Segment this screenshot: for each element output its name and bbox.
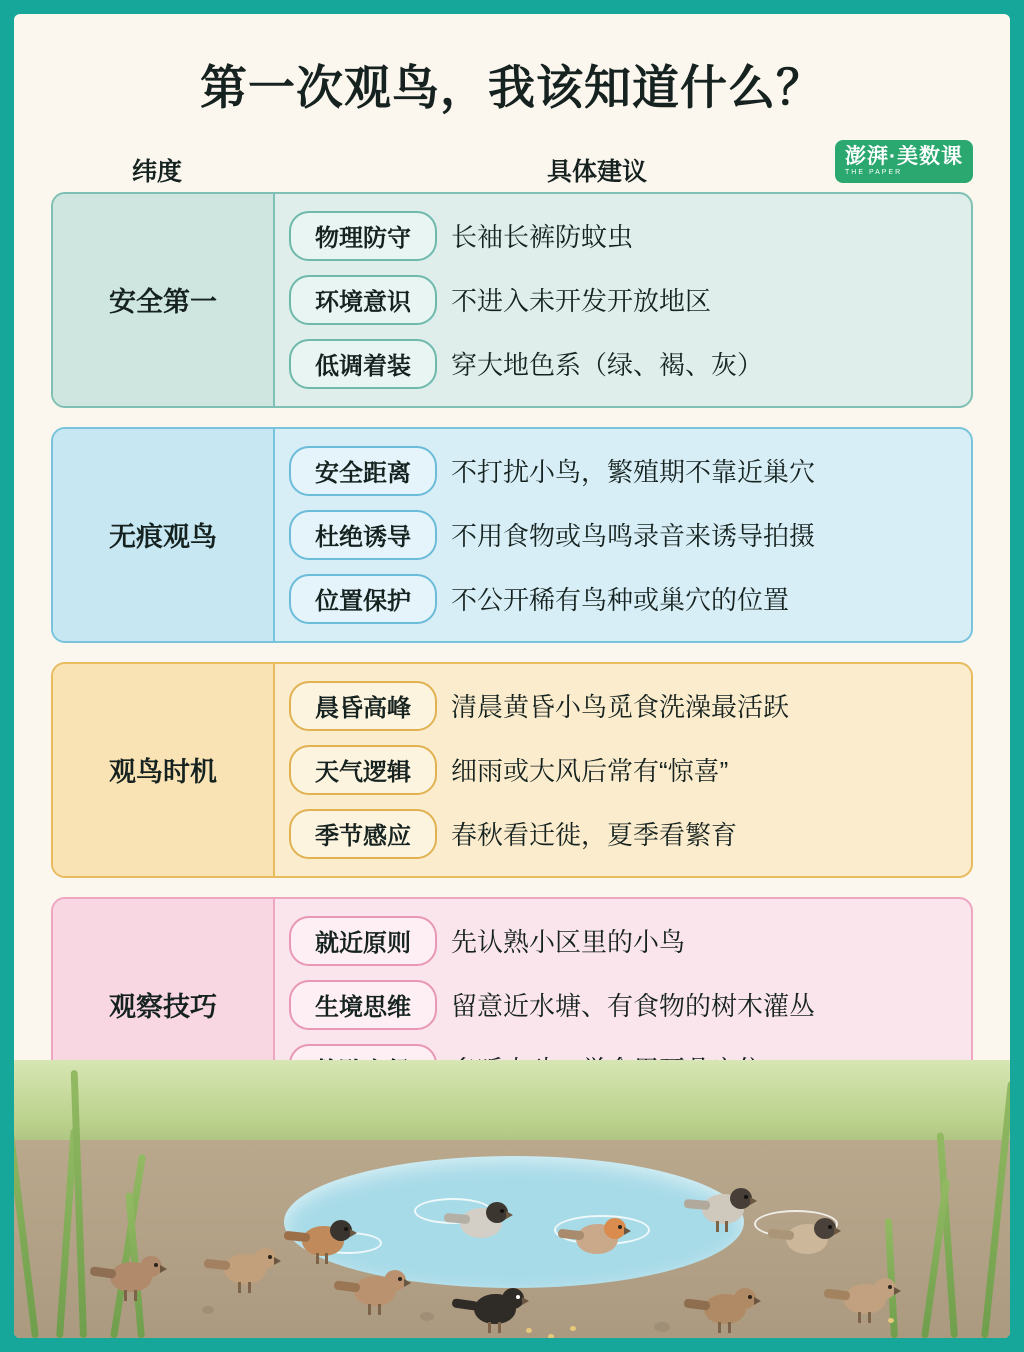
item-tag: 环境意识 [289,275,437,325]
seed [526,1328,532,1333]
column-header-dimension: 纬度 [132,157,183,186]
pond-water [284,1156,744,1288]
item-description: 穿大地色系（绿、褐、灰） [451,350,764,381]
pebble [654,1322,670,1332]
item-tag: 晨昏高峰 [289,681,437,731]
list-item [289,980,953,1030]
grass-band [14,1060,1010,1152]
column-header-advice: 具体建议 [547,157,648,186]
list-item [289,510,953,560]
page-title: 第一次观鸟，我该知道什么？ [200,61,824,114]
item-description: 清晨黄昏小鸟觅食洗澡最活跃 [451,692,790,723]
list-item [289,446,953,496]
row-items [275,429,971,641]
poster-canvas [14,14,1010,1338]
item-tag: 位置保护 [289,574,437,624]
item-description: 先认熟小区里的小鸟 [451,927,686,958]
seed [888,1318,894,1323]
table-row [51,192,973,408]
item-tag: 安全距离 [289,446,437,496]
row-items [275,664,971,876]
item-description: 不用食物或鸟鸣录音来诱导拍摄 [451,521,816,552]
pebble [202,1306,214,1314]
seed [570,1326,576,1331]
brand-logo [835,140,973,183]
list-item [289,809,953,859]
row-label: 安全第一 [53,194,275,406]
item-tag: 物理防守 [289,211,437,261]
table-row [51,427,973,643]
item-description: 不公开稀有鸟种或巢穴的位置 [451,585,790,616]
list-item [289,681,953,731]
item-description: 长袖长裤防蚊虫 [451,222,634,253]
item-tag: 季节感应 [289,809,437,859]
row-label: 观鸟时机 [53,664,275,876]
pebble [420,1312,434,1321]
item-description: 不打扰小鸟，繁殖期不靠近巢穴 [451,457,816,488]
item-tag: 生境思维 [289,980,437,1030]
item-description: 细雨或大风后常有“惊喜” [451,756,729,787]
seed [548,1334,554,1338]
list-item [289,574,953,624]
table-row [51,662,973,878]
item-tag: 低调着装 [289,339,437,389]
brand-logo-subtext: THE PAPER [845,168,903,176]
brand-logo-text: 澎湃·美数课 [845,144,963,168]
list-item [289,745,953,795]
item-tag: 就近原则 [289,916,437,966]
pond-with-birds-illustration [14,1060,1010,1338]
row-items [275,194,971,406]
advice-table [51,192,973,1113]
list-item [289,916,953,966]
column-headers [14,144,1010,192]
item-description: 春秋看迁徙，夏季看繁育 [451,820,738,851]
list-item [289,339,953,389]
row-label: 观察技巧 [53,899,275,1111]
item-description: 留意近水塘、有食物的树木灌丛 [451,991,816,1022]
item-description: 不进入未开发开放地区 [451,286,712,317]
list-item [289,275,953,325]
list-item [289,211,953,261]
row-label: 无痕观鸟 [53,429,275,641]
item-tag: 天气逻辑 [289,745,437,795]
item-tag: 杜绝诱导 [289,510,437,560]
